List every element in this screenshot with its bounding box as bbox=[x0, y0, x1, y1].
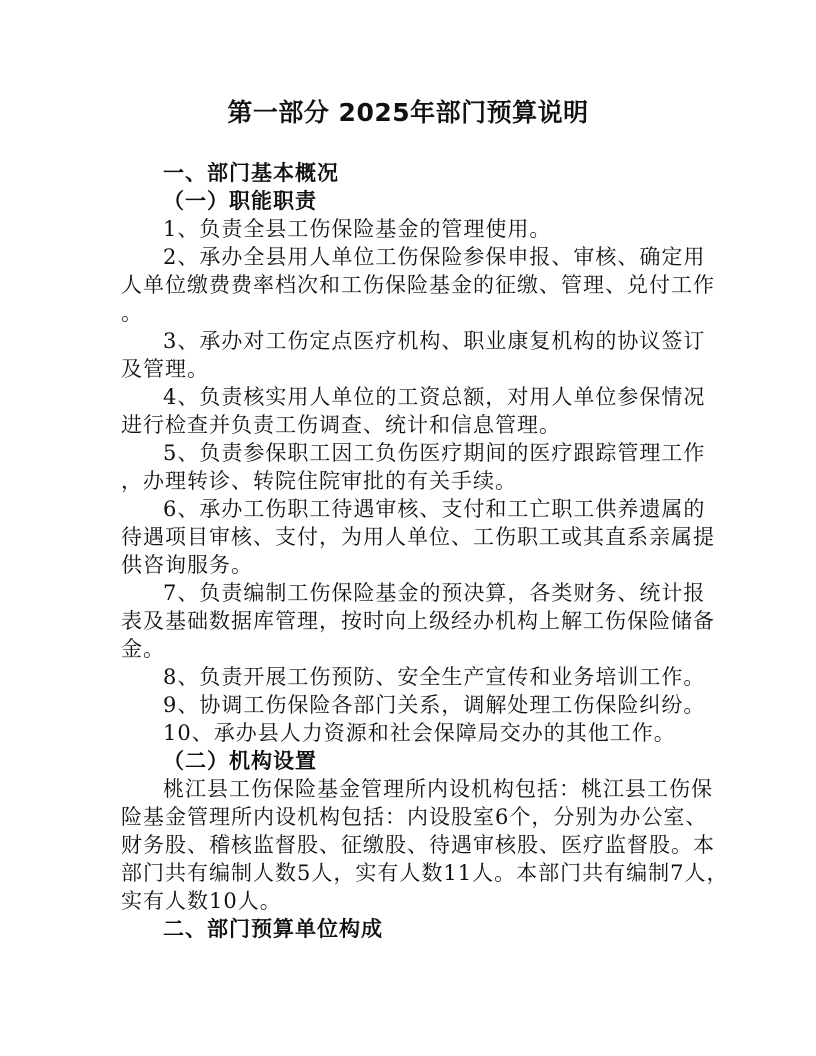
paragraph-line: 9、协调工伤保险各部门关系，调解处理工伤保险纠纷。 bbox=[163, 693, 706, 717]
paragraph-line: 人单位缴费费率档次和工伤保险基金的征缴、管理、兑付工作 bbox=[121, 273, 715, 297]
paragraph-line: ，办理转诊、转院住院审批的有关手续。 bbox=[121, 469, 517, 493]
document-body bbox=[121, 159, 729, 943]
paragraph-line: 1、负责全县工伤保险基金的管理使用。 bbox=[163, 217, 552, 241]
paragraph-line: 8、负责开展工伤预防、安全生产宣传和业务培训工作。 bbox=[163, 665, 706, 689]
paragraph-line: 进行检查并负责工伤调查、统计和信息管理。 bbox=[121, 413, 561, 437]
paragraph-line: 及管理。 bbox=[121, 357, 209, 381]
paragraph-line: 2、承办全县用人单位工伤保险参保申报、审核、确定用 bbox=[163, 245, 706, 269]
paragraph-line: 财务股、稽核监督股、征缴股、待遇审核股、医疗监督股。本 bbox=[121, 833, 715, 857]
section-heading: （二）机构设置 bbox=[163, 749, 317, 773]
paragraph-line: 待遇项目审核、支付，为用人单位、工伤职工或其直系亲属提 bbox=[121, 525, 715, 549]
page-title: 第一部分 2025年部门预算说明 bbox=[227, 98, 589, 127]
paragraph-line: 部门共有编制人数5人，实有人数11人。本部门共有编制7人， bbox=[121, 861, 729, 885]
section-heading: 二、部门预算单位构成 bbox=[163, 917, 383, 941]
paragraph-line: 7、负责编制工伤保险基金的预决算，各类财务、统计报 bbox=[163, 581, 706, 605]
paragraph-line: 实有人数10人。 bbox=[121, 889, 282, 913]
paragraph-line: 6、承办工伤职工待遇审核、支付和工亡职工供养遗属的 bbox=[163, 497, 706, 521]
section-heading: 一、部门基本概况 bbox=[163, 161, 339, 185]
paragraph-line: 险基金管理所内设机构包括：内设股室6个，分别为办公室、 bbox=[121, 805, 708, 829]
paragraph-line: 表及基础数据库管理，按时向上级经办机构上解工伤保险储备 bbox=[121, 609, 715, 633]
section-heading: （一）职能职责 bbox=[163, 189, 317, 213]
paragraph-line: 5、负责参保职工因工负伤医疗期间的医疗跟踪管理工作 bbox=[163, 441, 706, 465]
paragraph-line: 3、承办对工伤定点医疗机构、职业康复机构的协议签订 bbox=[163, 329, 706, 353]
paragraph-line: 供咨询服务。 bbox=[121, 553, 253, 577]
paragraph-line: 4、负责核实用人单位的工资总额，对用人单位参保情况 bbox=[163, 385, 706, 409]
paragraph-line: 金。 bbox=[121, 637, 165, 661]
paragraph-line: 。 bbox=[121, 301, 143, 325]
paragraph-line: 10、承办县人力资源和社会保障局交办的其他工作。 bbox=[163, 721, 676, 745]
paragraph-line: 桃江县工伤保险基金管理所内设机构包括：桃江县工伤保 bbox=[163, 777, 713, 801]
